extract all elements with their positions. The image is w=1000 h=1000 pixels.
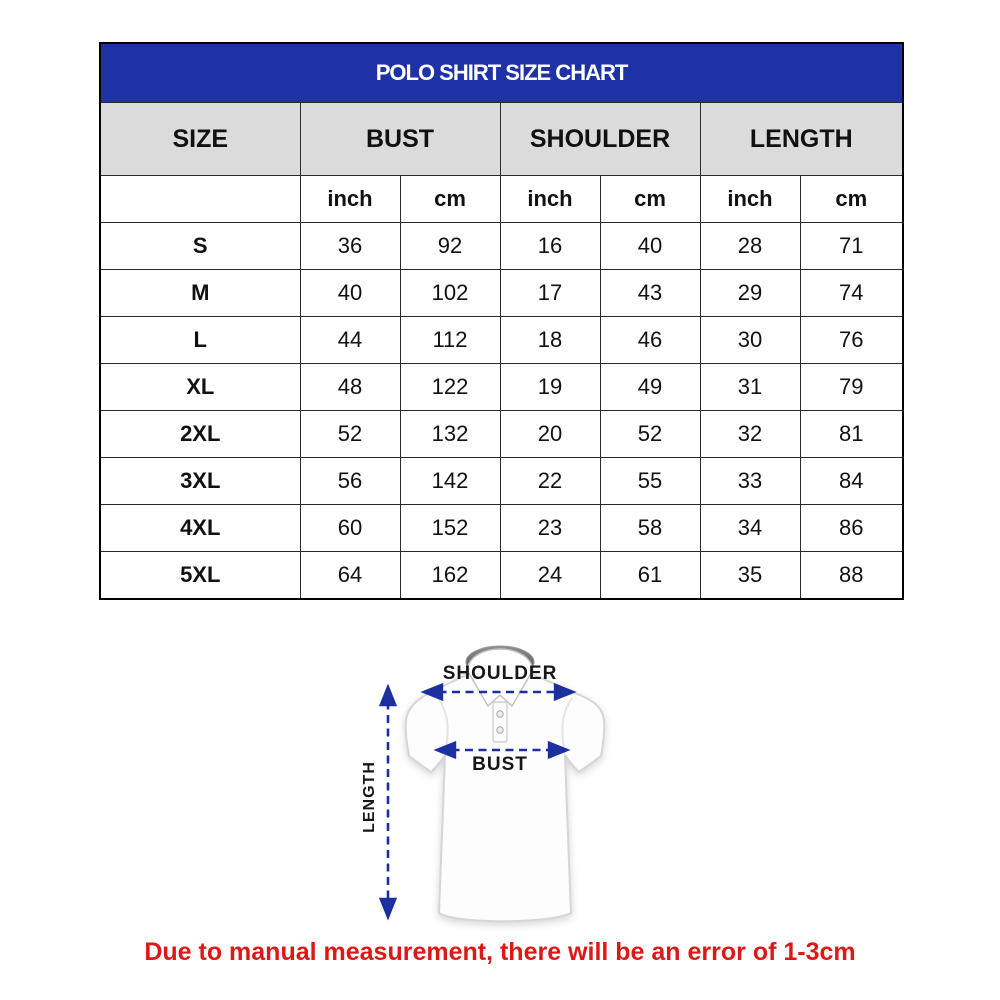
cell-value: 64 <box>300 552 400 600</box>
table-row-4xl <box>100 505 903 552</box>
cell-value: 58 <box>600 505 700 552</box>
unit-length-cm: cm <box>800 176 903 223</box>
cell-value: 86 <box>800 505 903 552</box>
cell-value: 61 <box>600 552 700 600</box>
unit-bust-inch: inch <box>300 176 400 223</box>
size-chart-table <box>99 42 904 600</box>
shirt-placket <box>493 702 507 742</box>
cell-value: 46 <box>600 317 700 364</box>
shoulder-measure-label: SHOULDER <box>442 663 558 684</box>
table-row-s <box>100 223 903 270</box>
cell-value: 88 <box>800 552 903 600</box>
cell-value: 18 <box>500 317 600 364</box>
cell-value: 92 <box>400 223 500 270</box>
cell-value: 44 <box>300 317 400 364</box>
table-row-5xl <box>100 552 903 600</box>
cell-value: 23 <box>500 505 600 552</box>
cell-value: 36 <box>300 223 400 270</box>
cell-value: 32 <box>700 411 800 458</box>
cell-value: 52 <box>300 411 400 458</box>
cell-value: 60 <box>300 505 400 552</box>
table-row-2xl <box>100 411 903 458</box>
cell-value: 33 <box>700 458 800 505</box>
size-label: 3XL <box>100 458 300 505</box>
cell-value: 112 <box>400 317 500 364</box>
cell-value: 28 <box>700 223 800 270</box>
cell-value: 19 <box>500 364 600 411</box>
cell-value: 76 <box>800 317 903 364</box>
cell-value: 48 <box>300 364 400 411</box>
table-row-l <box>100 317 903 364</box>
cell-value: 29 <box>700 270 800 317</box>
size-label: L <box>100 317 300 364</box>
cell-value: 81 <box>800 411 903 458</box>
empty-corner-cell <box>100 176 300 223</box>
cell-value: 34 <box>700 505 800 552</box>
size-label: S <box>100 223 300 270</box>
table-row-3xl <box>100 458 903 505</box>
table-row-m <box>100 270 903 317</box>
table-row-xl <box>100 364 903 411</box>
cell-value: 22 <box>500 458 600 505</box>
cell-value: 71 <box>800 223 903 270</box>
column-header-bust: BUST <box>300 103 500 176</box>
cell-value: 132 <box>400 411 500 458</box>
shirt-button <box>497 711 503 717</box>
cell-value: 16 <box>500 223 600 270</box>
column-header-length: LENGTH <box>700 103 903 176</box>
column-header-shoulder: SHOULDER <box>500 103 700 176</box>
cell-value: 40 <box>600 223 700 270</box>
cell-value: 43 <box>600 270 700 317</box>
cell-value: 40 <box>300 270 400 317</box>
shirt-button <box>497 727 503 733</box>
length-measure-label: LENGTH <box>361 761 378 833</box>
cell-value: 152 <box>400 505 500 552</box>
cell-value: 30 <box>700 317 800 364</box>
cell-value: 20 <box>500 411 600 458</box>
cell-value: 74 <box>800 270 903 317</box>
unit-length-inch: inch <box>700 176 800 223</box>
cell-value: 35 <box>700 552 800 600</box>
column-header-size: SIZE <box>100 103 300 176</box>
size-label: M <box>100 270 300 317</box>
cell-value: 102 <box>400 270 500 317</box>
column-header-row <box>100 103 903 176</box>
unit-shoulder-inch: inch <box>500 176 600 223</box>
unit-header-row <box>100 176 903 223</box>
cell-value: 55 <box>600 458 700 505</box>
title-row <box>100 43 903 103</box>
cell-value: 162 <box>400 552 500 600</box>
cell-value: 142 <box>400 458 500 505</box>
unit-bust-cm: cm <box>400 176 500 223</box>
cell-value: 52 <box>600 411 700 458</box>
bust-measure-label: BUST <box>472 754 528 775</box>
cell-value: 49 <box>600 364 700 411</box>
unit-shoulder-cm: cm <box>600 176 700 223</box>
cell-value: 79 <box>800 364 903 411</box>
measurement-disclaimer: Due to manual measurement, there will be an error of 1-3cm <box>144 938 856 966</box>
size-label: 2XL <box>100 411 300 458</box>
cell-value: 31 <box>700 364 800 411</box>
cell-value: 122 <box>400 364 500 411</box>
size-label: 5XL <box>100 552 300 600</box>
chart-title: POLO SHIRT SIZE CHART <box>100 43 903 103</box>
cell-value: 24 <box>500 552 600 600</box>
cell-value: 56 <box>300 458 400 505</box>
size-label: 4XL <box>100 505 300 552</box>
cell-value: 84 <box>800 458 903 505</box>
size-label: XL <box>100 364 300 411</box>
cell-value: 17 <box>500 270 600 317</box>
